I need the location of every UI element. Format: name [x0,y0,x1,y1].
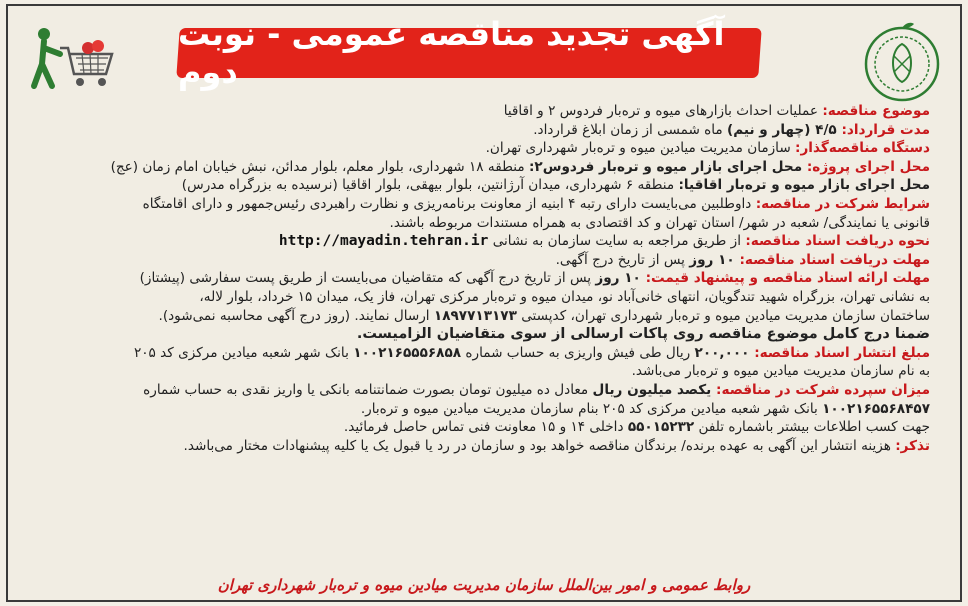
document-fee-continued: به نام سازمان مدیریت میادین میوه و تره‌بار می‌باشد. [631,363,930,380]
advertisement-body [26,102,930,455]
organization-logo-icon [858,16,946,104]
submission-deadline-line: مهلت ارائه اسناد مناقصه و پیشنهاد قیمت: ۱۰ روز پس از تاریخ درج آگهی که متقاضیان می‌بایست از طریق پست سفارشی (پیشتاز) [139,270,930,287]
subject-line: موضوع مناقصه: عملیات احداث بازارهای میوه و تره‌بار فردوس ۲ و اقاقیا [503,103,930,119]
participation-conditions-line: شرایط شرکت در مناقصه: داوطلبین می‌بایست دارای رتبه ۴ ابنیه از معاونت برنامه‌ریزی و نظارت راهبردی رئیس‌جمهور و دارای اقامتگاه [142,195,930,212]
submission-address-continued: ساختمان سازمان مدیریت میادین میوه و تره‌بار شهرداری تهران، کدپستی ۱۸۹۷۷۱۳۱۷۳ ارسال نمایند. (روز درج آگهی محاسبه نمی‌شود). [158,307,930,324]
advertisement-frame [6,4,962,602]
document-receipt-line: نحوه دریافت اسناد مناقصه: از طریق مراجعه به سایت سازمان به نشانی http://mayadin.tehran.ir [278,233,930,250]
project-location-line: محل اجرای پروژه: محل اجرای بازار میوه و تره‌بار فردوس۲: منطقه ۱۸ شهرداری، بلوار معلم، بلوار مدائن، نبش خیابان امام زمان (عج) [110,158,930,175]
envelope-notice-line: ضمنا درج کامل موضوع مناقصه روی پاکات ارسالی از سوی متقاضیان الزامیست. [356,326,930,343]
participation-conditions-continued: قانونی یا نمایندگی/ شعبه در شهر/ استان تهران و کد اقتصادی به همراه مستندات مربوطه باشند. [389,214,930,231]
title-banner [176,15,761,91]
deposit-line: میزان سپرده شرکت در مناقصه: یکصد میلیون ریال معادل ده میلیون تومان بصورت ضمانتنامه بانکی یا واریز نقدی به حساب شماره [143,381,930,398]
page-title: آگهی تجدید مناقصه عمومی - نوبت دوم [178,15,725,91]
note-line: تذکر: هزینه انتشار این آگهی به عهده برنده/ برندگان مناقصه خواهد بود و سازمان در رد یا قبول یک یا کلیه پیشنهادات مختار می‌باشد. [183,437,930,454]
tender-organizer-line: دستگاه مناقصه‌گذار: سازمان مدیریت میادین میوه و تره‌بار شهرداری تهران. [485,140,930,157]
document-receipt-deadline-line: مهلت دریافت اسناد مناقصه: ۱۰ روز پس از تاریخ درج آگهی. [555,251,930,268]
deposit-continued: ۱۰۰۲۱۶۵۵۶۸۴۵۷ بانک شهر شعبه میادین مرکزی کد ۲۰۵ بنام سازمان مدیریت میادین میوه و تره‌بار. [360,400,930,417]
website-link[interactable]: http://mayadin.tehran.ir [278,233,489,250]
contact-info-line: جهت کسب اطلاعات بیشتر باشماره تلفن ۵۵۰۱۵۲۳۲ داخلی ۱۴ و ۱۵ معاونت فنی تماس حاصل فرمائید. [343,419,930,436]
shopping-cart-icon [26,24,116,94]
aghaghia-location-line: محل اجرای بازار میوه و تره‌بار اقاقیا: منطقه ۶ شهرداری، میدان آرژانتین، بلوار بیهقی، بلوار اقاقیا (نرسیده به بزرگراه مدرس) [181,177,930,194]
footer-signature: روابط عمومی و امور بین‌الملل سازمان مدیریت میادین میوه و تره‌بار شهرداری تهران [217,576,751,594]
contract-duration-line: مدت قرارداد: ۴/۵ (چهار و نیم) ماه شمسی از زمان ابلاغ قرارداد. [533,121,930,138]
submission-address-line: به نشانی تهران، بزرگراه شهید تندگویان، انتهای خانی‌آباد نو، میدان میوه و تره‌بار مرکزی تهران، فاز یک، میدان ۱۵ خرداد، بلوار لاله، [199,288,930,305]
document-fee-line: مبلغ انتشار اسناد مناقصه: ۲۰۰,۰۰۰ ریال طی فیش واریزی به حساب شماره ۱۰۰۲۱۶۵۵۵۶۸۵۸ بانک شهر شعبه میادین مرکزی کد ۲۰۵ [133,344,930,361]
